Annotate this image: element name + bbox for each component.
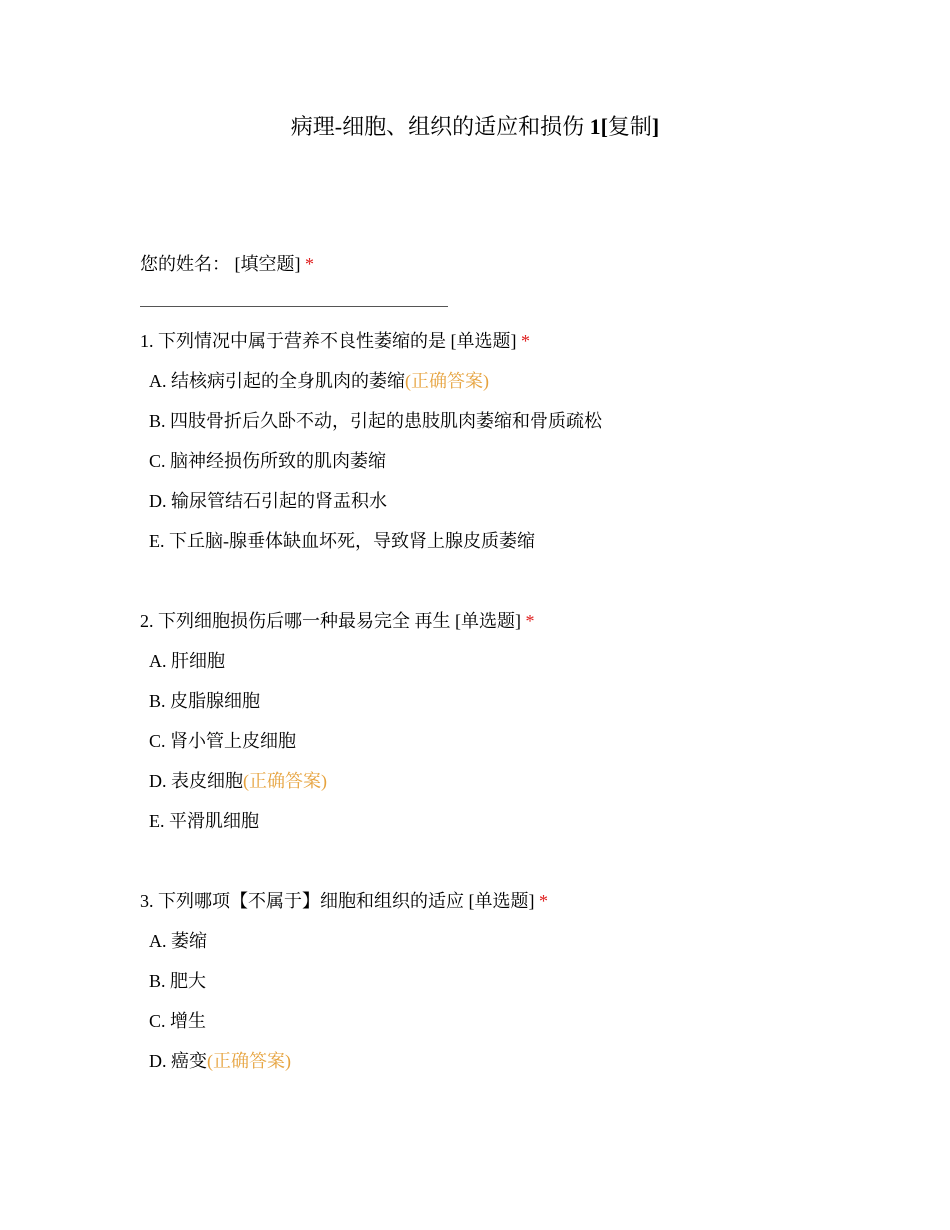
required-mark: * — [305, 254, 314, 274]
answer-option[interactable] — [149, 407, 860, 447]
option-text: E. 下丘脑-腺垂体缺血坏死，导致肾上腺皮质萎缩 — [149, 531, 535, 551]
question-type: [单选题] — [450, 331, 517, 351]
answer-option[interactable] — [149, 1047, 860, 1087]
correct-answer-tag: (正确答案) — [405, 371, 489, 391]
page-title — [0, 112, 950, 142]
option-text: A. 萎缩 — [149, 931, 207, 951]
answer-option[interactable] — [149, 767, 860, 807]
option-text: D. 癌变 — [149, 1051, 207, 1071]
answer-option[interactable] — [149, 1007, 860, 1047]
title-bracket-end: ] — [651, 114, 660, 139]
question-title — [140, 327, 860, 355]
question-block — [140, 327, 860, 567]
answer-option[interactable] — [149, 367, 860, 407]
answer-option[interactable] — [149, 687, 860, 727]
answer-option[interactable] — [149, 487, 860, 527]
option-list — [140, 927, 860, 1087]
question-block — [140, 607, 860, 847]
name-question-label: 您的姓名： — [140, 254, 230, 274]
question-list — [140, 327, 860, 1087]
answer-option[interactable] — [149, 967, 860, 1007]
option-text: B. 皮脂腺细胞 — [149, 691, 261, 711]
answer-option[interactable] — [149, 807, 860, 847]
survey-content — [140, 250, 860, 1087]
required-mark: * — [525, 611, 535, 631]
answer-option[interactable] — [149, 927, 860, 967]
question-type: [单选题] — [455, 611, 521, 631]
title-copy-tag: 复制 — [607, 114, 652, 139]
title-prefix: 病理-细胞、组织的适应和损伤 — [290, 114, 590, 139]
question-type: [单选题] — [468, 891, 535, 911]
name-question-type: [填空题] — [234, 254, 301, 274]
option-text: C. 肾小管上皮细胞 — [149, 731, 297, 751]
question-title — [140, 607, 860, 635]
name-input-line[interactable] — [140, 306, 448, 307]
correct-answer-tag: (正确答案) — [243, 771, 327, 791]
required-mark: * — [539, 891, 548, 911]
option-text: D. 表皮细胞 — [149, 771, 243, 791]
option-text: C. 增生 — [149, 1011, 207, 1031]
title-number: 1[ — [589, 114, 608, 139]
option-text: A. 结核病引起的全身肌肉的萎缩 — [149, 371, 405, 391]
answer-option[interactable] — [149, 447, 860, 487]
option-text: E. 平滑肌细胞 — [149, 811, 259, 831]
option-list — [140, 647, 860, 847]
answer-option[interactable] — [149, 527, 860, 567]
option-text: A. 肝细胞 — [149, 651, 225, 671]
required-mark: * — [521, 331, 530, 351]
option-text: B. 肥大 — [149, 971, 207, 991]
question-text: 1. 下列情况中属于营养不良性萎缩的是 — [140, 331, 446, 351]
option-text: D. 输尿管结石引起的肾盂积水 — [149, 491, 387, 511]
question-text: 3. 下列哪项【不属于】细胞和组织的适应 — [140, 891, 464, 911]
correct-answer-tag: (正确答案) — [207, 1051, 291, 1071]
option-list — [140, 367, 860, 567]
option-text: C. 脑神经损伤所致的肌肉萎缩 — [149, 451, 387, 471]
answer-option[interactable] — [149, 647, 860, 687]
question-block — [140, 887, 860, 1087]
question-title — [140, 887, 860, 915]
answer-option[interactable] — [149, 727, 860, 767]
option-text: B. 四肢骨折后久卧不动，引起的患肢肌肉萎缩和骨质疏松 — [149, 411, 603, 431]
name-question — [140, 250, 860, 278]
question-text: 2. 下列细胞损伤后哪一种最易完全 再生 — [140, 611, 451, 631]
